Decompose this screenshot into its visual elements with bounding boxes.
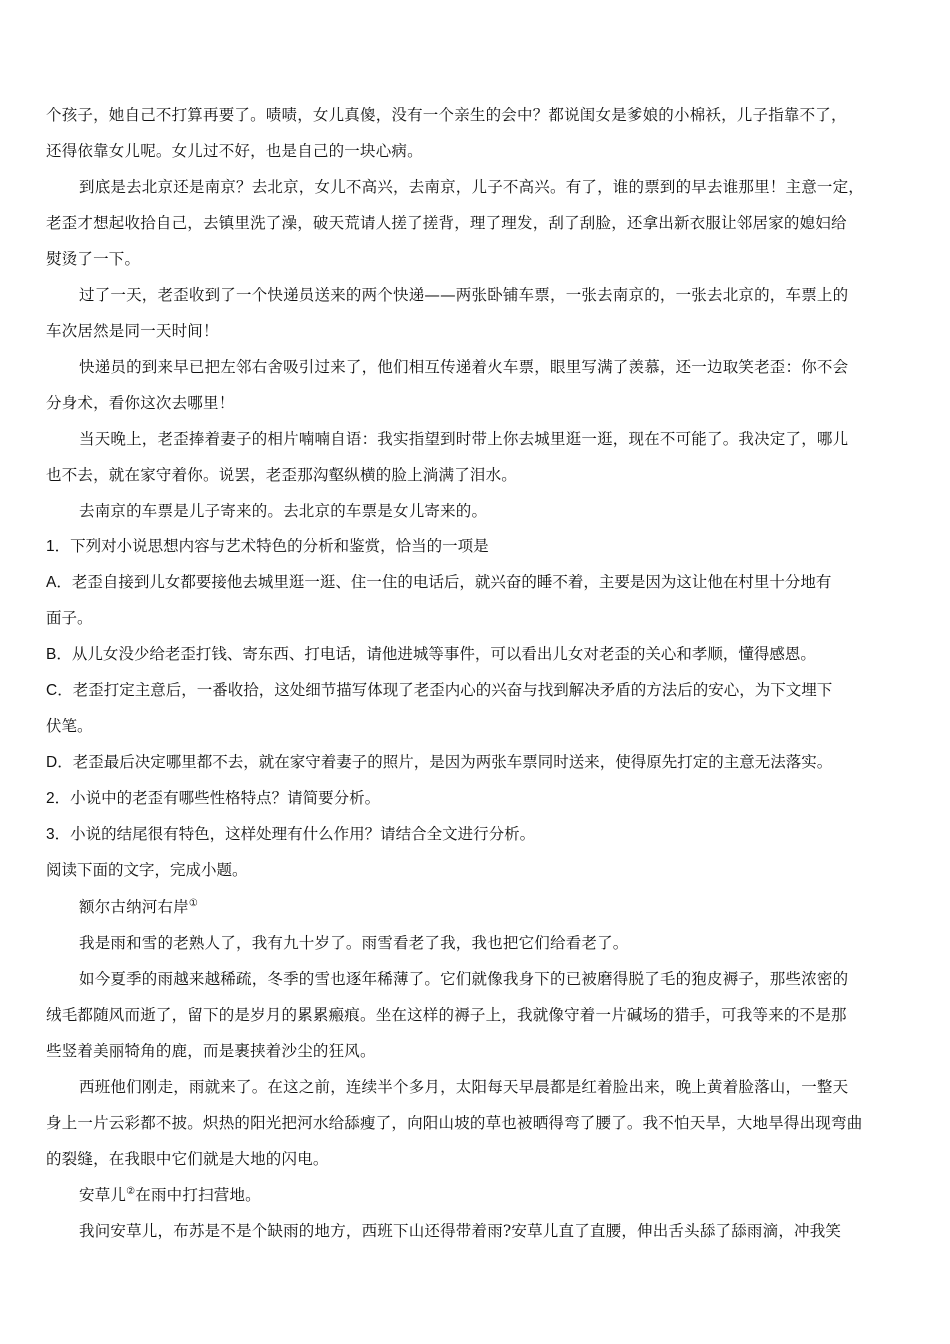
option-a-continued: 面子。 (46, 610, 93, 627)
story-line: 还得依靠女儿呢。女儿过不好，也是自己的一块心病。 (46, 142, 423, 160)
document-page (46, 97, 912, 1249)
passage-line: 如今夏季的雨越来越稀疏，冬季的雪也逐年稀薄了。它们就像我身下的已被磨得脱了毛的狍皮褥子，那些浓密的 (79, 970, 849, 988)
question-number: 1． (46, 538, 71, 555)
passage-title-text: 额尔古纳河右岸 (79, 898, 189, 916)
question-text: 小说的结尾很有特色，这样处理有什么作用？请结合全文进行分析。 (70, 826, 536, 843)
passage-line: 的裂缝，在我眼中它们就是大地的闪电。 (46, 1150, 329, 1168)
story-line: 车次居然是同一天时间！ (46, 322, 219, 340)
question-text: 下列对小说思想内容与艺术特色的分析和鉴赏，恰当的一项是 (70, 538, 489, 555)
passage-text: 在雨中打扫营地。 (135, 1186, 261, 1204)
story-line: 过了一天，老歪收到了一个快递员送来的两个快递——两张卧铺车票，一张去南京的，一张去北京的，车票上的 (79, 286, 849, 304)
passage-line: 我是雨和雪的老熟人了，我有九十岁了。雨雪看老了我，我也把它们给看老了。 (79, 934, 629, 952)
option-c-continued: 伏笔。 (46, 718, 93, 735)
option-b: B．从儿女没少给老歪打钱、寄东西、打电话，请他进城等事件，可以看出儿女对老歪的关心和孝顺，懂得感恩。 (46, 646, 816, 663)
passage-line-anchao (46, 1177, 912, 1213)
story-line: 分身术，看你这次去哪里！ (46, 394, 235, 412)
story-line: 快递员的到来早已把左邻右舍吸引过来了，他们相互传递着火车票，眼里写满了羡慕，还一边取笑老歪：你不会 (79, 358, 849, 376)
question-number: 2． (46, 790, 71, 807)
story-line: 老歪才想起收拾自己，去镇里洗了澡，破天荒请人搓了搓背，理了理发，刮了刮脸，还拿出新衣服让邻居家的媳妇给 (46, 214, 847, 232)
story-line: 熨烫了一下。 (46, 250, 141, 268)
passage-line: 些竖着美丽犄角的鹿，而是裹挟着沙尘的狂风。 (46, 1042, 376, 1060)
passage-line: 身上一片云彩都不披。炽热的阳光把河水给舔瘦了，向阳山坡的草也被晒得弯了腰了。我不怕天旱，大地旱得出现弯曲 (46, 1114, 863, 1132)
option-c: C．老歪打定主意后，一番收拾，这处细节描写体现了老歪内心的兴奋与找到解决矛盾的方法后的安心，为下文埋下 (46, 682, 833, 699)
question-number: 3． (46, 826, 71, 843)
story-line: 当天晚上，老歪捧着妻子的相片喃喃自语：我实指望到时带上你去城里逛一逛，现在不可能了。我决定了，哪儿 (79, 430, 849, 448)
question-text: 小说中的老歪有哪些性格特点？请简要分析。 (70, 790, 381, 807)
footnote-marker: ① (188, 897, 199, 909)
question-1 (46, 529, 912, 565)
footnote-marker: ② (126, 1185, 136, 1197)
option-d: D．老歪最后决定哪里都不去，就在家守着妻子的照片，是因为两张车票同时送来，使得原先打定的主意无法落实。 (46, 754, 833, 771)
passage-title (46, 889, 912, 925)
option-a: A．老歪自接到儿女都要接他去城里逛一逛、住一住的电话后，就兴奋的睡不着，主要是因为这让他在村里十分地有 (46, 574, 832, 591)
story-line: 去南京的车票是儿子寄来的。去北京的车票是女儿寄来的。 (79, 502, 488, 520)
character-name: 安草儿 (79, 1186, 127, 1204)
story-line: 个孩子，她自己不打算再要了。啧啧，女儿真傻，没有一个亲生的会中？都说闺女是爹娘的小棉袄，儿子指靠不了， (46, 106, 847, 124)
story-line: 也不去，就在家守着你。说罢，老歪那沟壑纵横的脸上淌满了泪水。 (46, 466, 518, 484)
passage-line: 绒毛都随风而逝了，留下的是岁月的累累瘢痕。坐在这样的褥子上，我就像守着一片碱场的猎手，可我等来的不是那 (46, 1006, 847, 1024)
story-line: 到底是去北京还是南京？去北京，女儿不高兴，去南京，儿子不高兴。有了，谁的票到的早去谁那里！主意一定， (79, 178, 865, 196)
question-3 (46, 817, 912, 853)
question-2 (46, 781, 912, 817)
reading-instruction: 阅读下面的文字，完成小题。 (46, 862, 248, 879)
passage-line: 我问安草儿，布苏是不是个缺雨的地方，西班下山还得带着雨?安草儿直了直腰，伸出舌头舔了舔雨滴，冲我笑 (79, 1222, 842, 1240)
passage-line: 西班他们刚走，雨就来了。在这之前，连续半个多月，太阳每天早晨都是红着脸出来，晚上黄着脸落山，一整天 (79, 1078, 849, 1096)
